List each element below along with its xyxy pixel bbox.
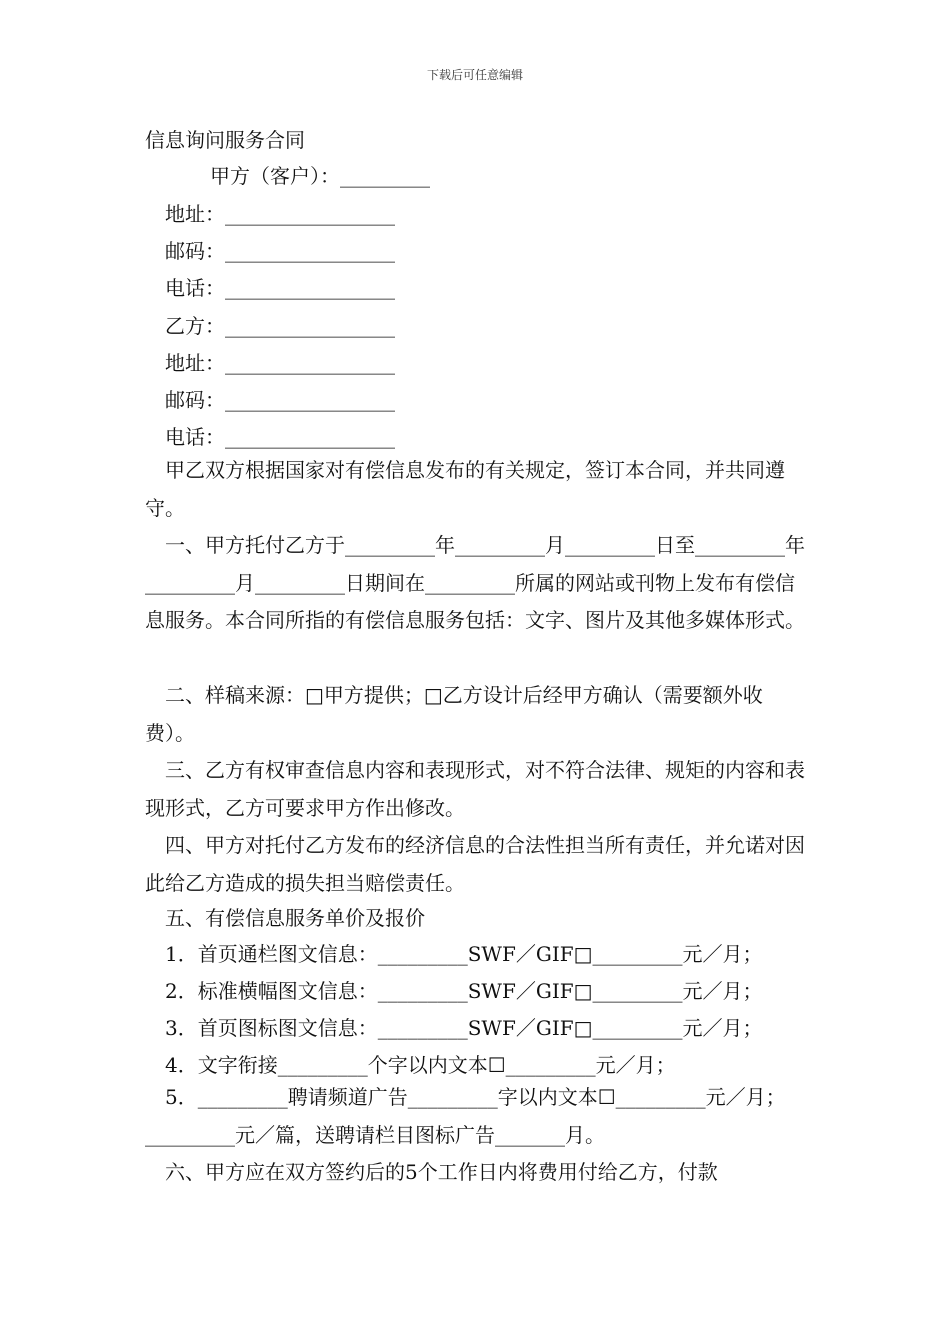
party-a-line: 甲方（客户）：_________ [210, 164, 430, 188]
clause-2: 二、样稿来源：□甲方提供；□乙方设计后经甲方确认（需要额外收费）。 [145, 683, 763, 745]
intro-paragraph: 甲乙双方根据国家对有偿信息发布的有关规定，签订本合同，并共同遵守。 [145, 458, 785, 520]
clause-1: 一、甲方托付乙方于_________年_________月_________日至_________年_________月_________日期间在_________所属的网站或刊物上发布有偿信息服务。本合同所指的有偿信息服务包括：文字、图片及其他多媒体形式。 [145, 533, 805, 632]
contract-title: 信息询问服务合同 [145, 128, 305, 152]
price-item-3: 3．首页图标图文信息：_________SWF／GIF□_________元／月； [165, 1016, 763, 1040]
party-b-line: 乙方：_________________ [165, 314, 395, 338]
party-a-postcode: 邮码：_________________ [165, 239, 395, 263]
clause-5-title: 五、有偿信息服务单价及报价 [165, 906, 425, 930]
party-b-address: 地址：_________________ [165, 351, 395, 375]
clause-6: 六、甲方应在双方签约后的5个工作日内将费用付给乙方，付款 [165, 1160, 718, 1184]
price-item-1: 1．首页通栏图文信息：_________SWF／GIF□_________元／月； [165, 942, 763, 966]
party-b-phone: 电话：_________________ [165, 425, 395, 449]
price-item-4: 4．文字衔接_________个字以内文本☐_________元／月； [165, 1053, 676, 1077]
clause-3: 三、乙方有权审查信息内容和表现形式，对不符合法律、规矩的内容和表现形式，乙方可要求甲方作出修改。 [145, 758, 805, 820]
party-a-phone: 电话：_________________ [165, 276, 395, 300]
page-header: 下载后可任意编辑 [426, 68, 523, 82]
clause-4: 四、甲方对托付乙方发布的经济信息的合法性担当所有责任，并允诺对因此给乙方造成的损失担当赔偿责任。 [145, 833, 805, 895]
party-a-address: 地址：_________________ [165, 202, 395, 226]
party-b-postcode: 邮码：_________________ [165, 388, 395, 412]
price-item-5: 5．_________聘请频道广告_________字以内文本☐_________元／月；_________元／篇，送聘请栏目图标广告_______月。 [145, 1085, 786, 1147]
price-item-2: 2．标准横幅图文信息：_________SWF／GIF□_________元／月； [165, 979, 763, 1003]
